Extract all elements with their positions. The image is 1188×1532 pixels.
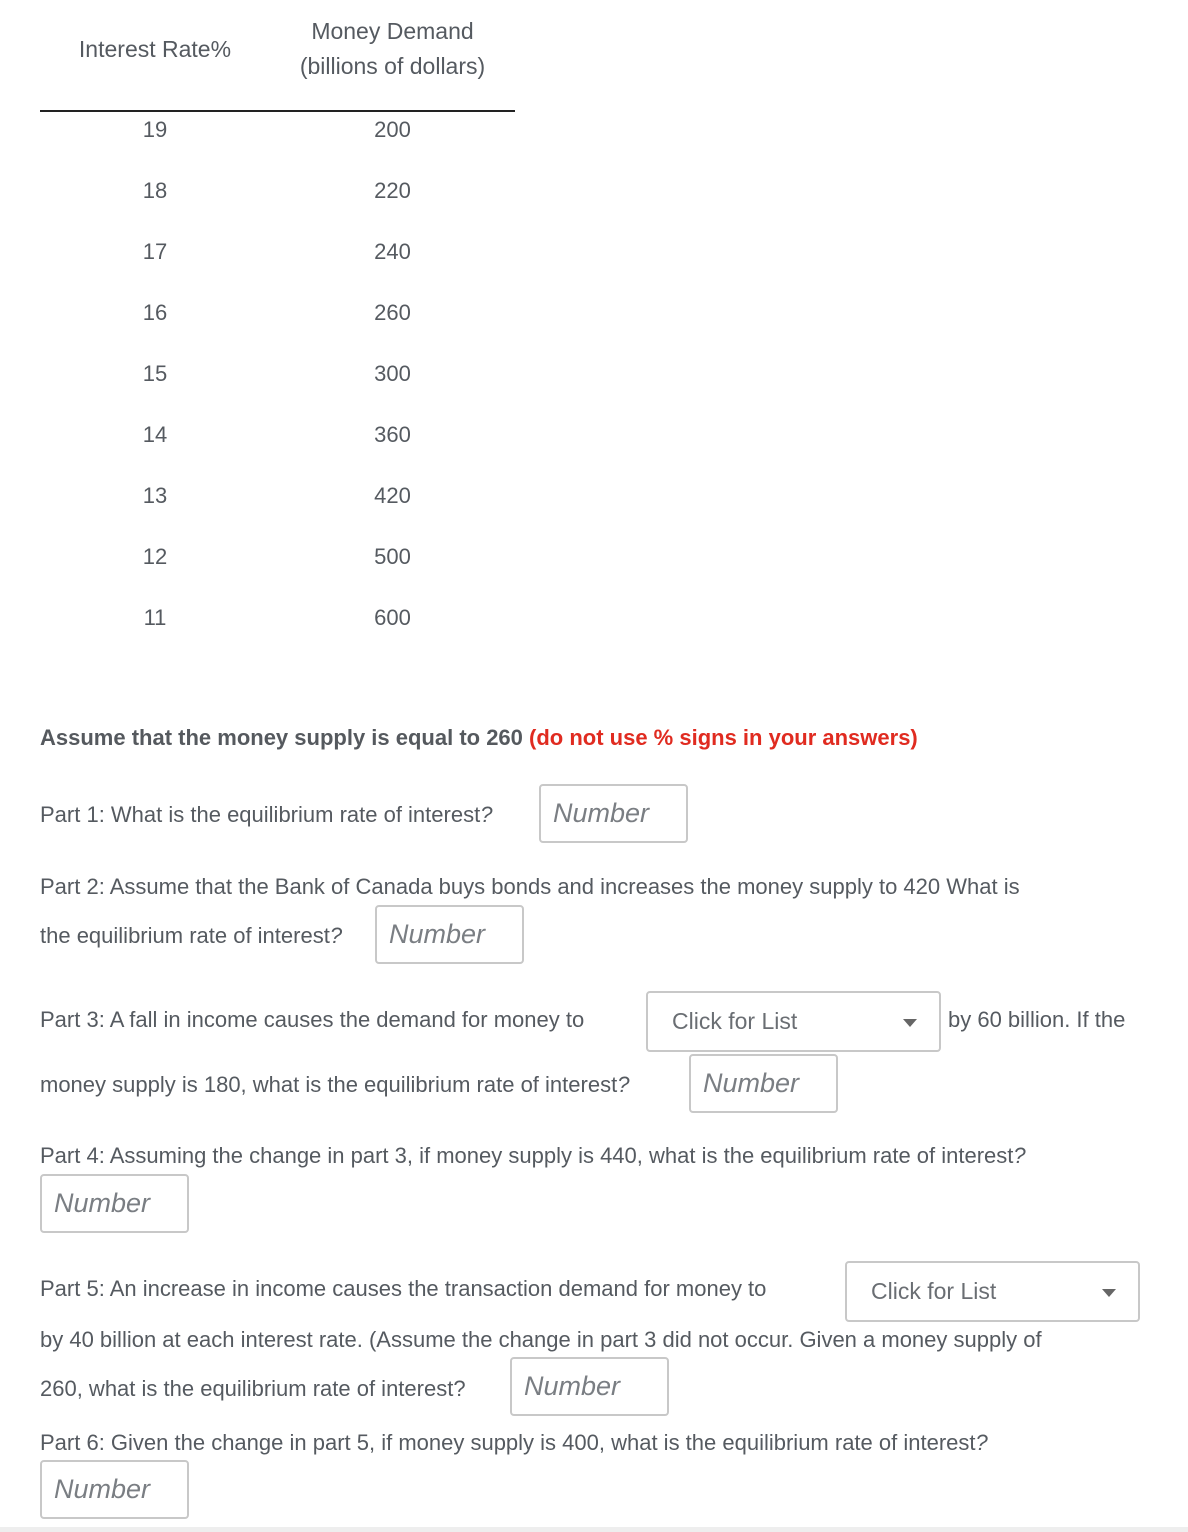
header-money-demand-line2: (billions of dollars): [299, 53, 486, 79]
part2-qmark: ?: [329, 923, 343, 948]
part6-question: [40, 1429, 988, 1457]
rate-cell: 18: [142, 178, 168, 203]
table-row: [40, 295, 515, 356]
part2-question-line2: [40, 922, 342, 950]
table-row: [40, 600, 515, 661]
rate-cell: 15: [142, 361, 168, 386]
part6-qmark: ?: [975, 1430, 988, 1455]
demand-cell: 360: [374, 422, 411, 447]
part2-question-line1: Part 2: Assume that the Bank of Canada buys bonds and increases the money supply to 420 What is: [40, 874, 1020, 899]
part6-answer-input[interactable]: [40, 1460, 189, 1519]
rate-cell: 17: [142, 239, 168, 264]
part5-select-label: Click for List: [871, 1278, 997, 1304]
part5-answer-input[interactable]: [510, 1357, 669, 1416]
demand-cell: 420: [374, 483, 411, 508]
demand-cell: 300: [374, 361, 411, 386]
table-row: [40, 356, 515, 417]
part3-question-line1: Part 3: A fall in income causes the demand for money to: [40, 1007, 585, 1032]
rate-cell: 14: [142, 422, 168, 447]
part5-question-line3: 260, what is the equilibrium rate of interest?: [40, 1376, 466, 1401]
part5-direction-select[interactable]: [845, 1261, 1140, 1322]
demand-cell: 200: [374, 117, 411, 142]
part1-question: [40, 801, 492, 829]
demand-cell: 260: [374, 300, 411, 325]
part2-answer-input[interactable]: [375, 905, 524, 964]
part3-answer-input[interactable]: [689, 1054, 838, 1113]
demand-cell: 220: [374, 178, 411, 203]
rate-cell: 19: [142, 117, 168, 142]
part4-qmark: ?: [1013, 1143, 1026, 1168]
part3-question-line2: [40, 1071, 629, 1099]
part1-text: Part 1: What is the equilibrium rate of interest: [40, 802, 481, 827]
table-row: [40, 234, 515, 295]
table-row: [40, 478, 515, 539]
money-demand-table: [40, 112, 515, 661]
demand-cell: 600: [374, 605, 411, 630]
header-interest-rate: Interest Rate%: [78, 36, 232, 62]
part6-text: Part 6: Given the change in part 5, if money supply is 400, what is the equilibrium rate of interest: [40, 1430, 976, 1455]
page-bottom-divider: [0, 1527, 1188, 1532]
chevron-down-icon: [1102, 1289, 1116, 1297]
part3-question-line1-end: by 60 billion. If the: [948, 1007, 1126, 1032]
table-row: [40, 539, 515, 600]
rate-cell: 12: [142, 544, 168, 569]
part5-question-line2: by 40 billion at each interest rate. (Assume the change in part 3 did not occur. Given a money supply of: [40, 1327, 1042, 1352]
part2-text: the equilibrium rate of interest: [40, 923, 330, 948]
table-row: [40, 173, 515, 234]
part4-question: [40, 1142, 1026, 1170]
part3-select-label: Click for List: [672, 1008, 798, 1034]
part3-text: money supply is 180, what is the equilibrium rate of interest: [40, 1072, 618, 1097]
demand-cell: 500: [374, 544, 411, 569]
part3-qmark: ?: [617, 1072, 630, 1097]
header-money-demand-line1: Money Demand: [311, 18, 474, 44]
assumption-warning: (do not use % signs in your answers): [529, 725, 918, 750]
assumption-text: [40, 725, 918, 751]
chevron-down-icon: [903, 1019, 917, 1027]
part3-direction-select[interactable]: [646, 991, 941, 1052]
rate-cell: 11: [143, 605, 167, 630]
rate-cell: 16: [142, 300, 168, 325]
part1-qmark: ?: [480, 802, 493, 827]
part4-text: Part 4: Assuming the change in part 3, if money supply is 440, what is the equilibrium rate of interest: [40, 1143, 1014, 1168]
header-money-demand: [270, 14, 515, 84]
table-row: [40, 112, 515, 173]
rate-cell: 13: [142, 483, 168, 508]
demand-cell: 240: [374, 239, 411, 264]
table-row: [40, 417, 515, 478]
part5-question-line1: Part 5: An increase in income causes the transaction demand for money to: [40, 1276, 767, 1301]
part4-answer-input[interactable]: [40, 1174, 189, 1233]
assumption-main: Assume that the money supply is equal to 260: [40, 725, 530, 750]
part1-answer-input[interactable]: [539, 784, 688, 843]
